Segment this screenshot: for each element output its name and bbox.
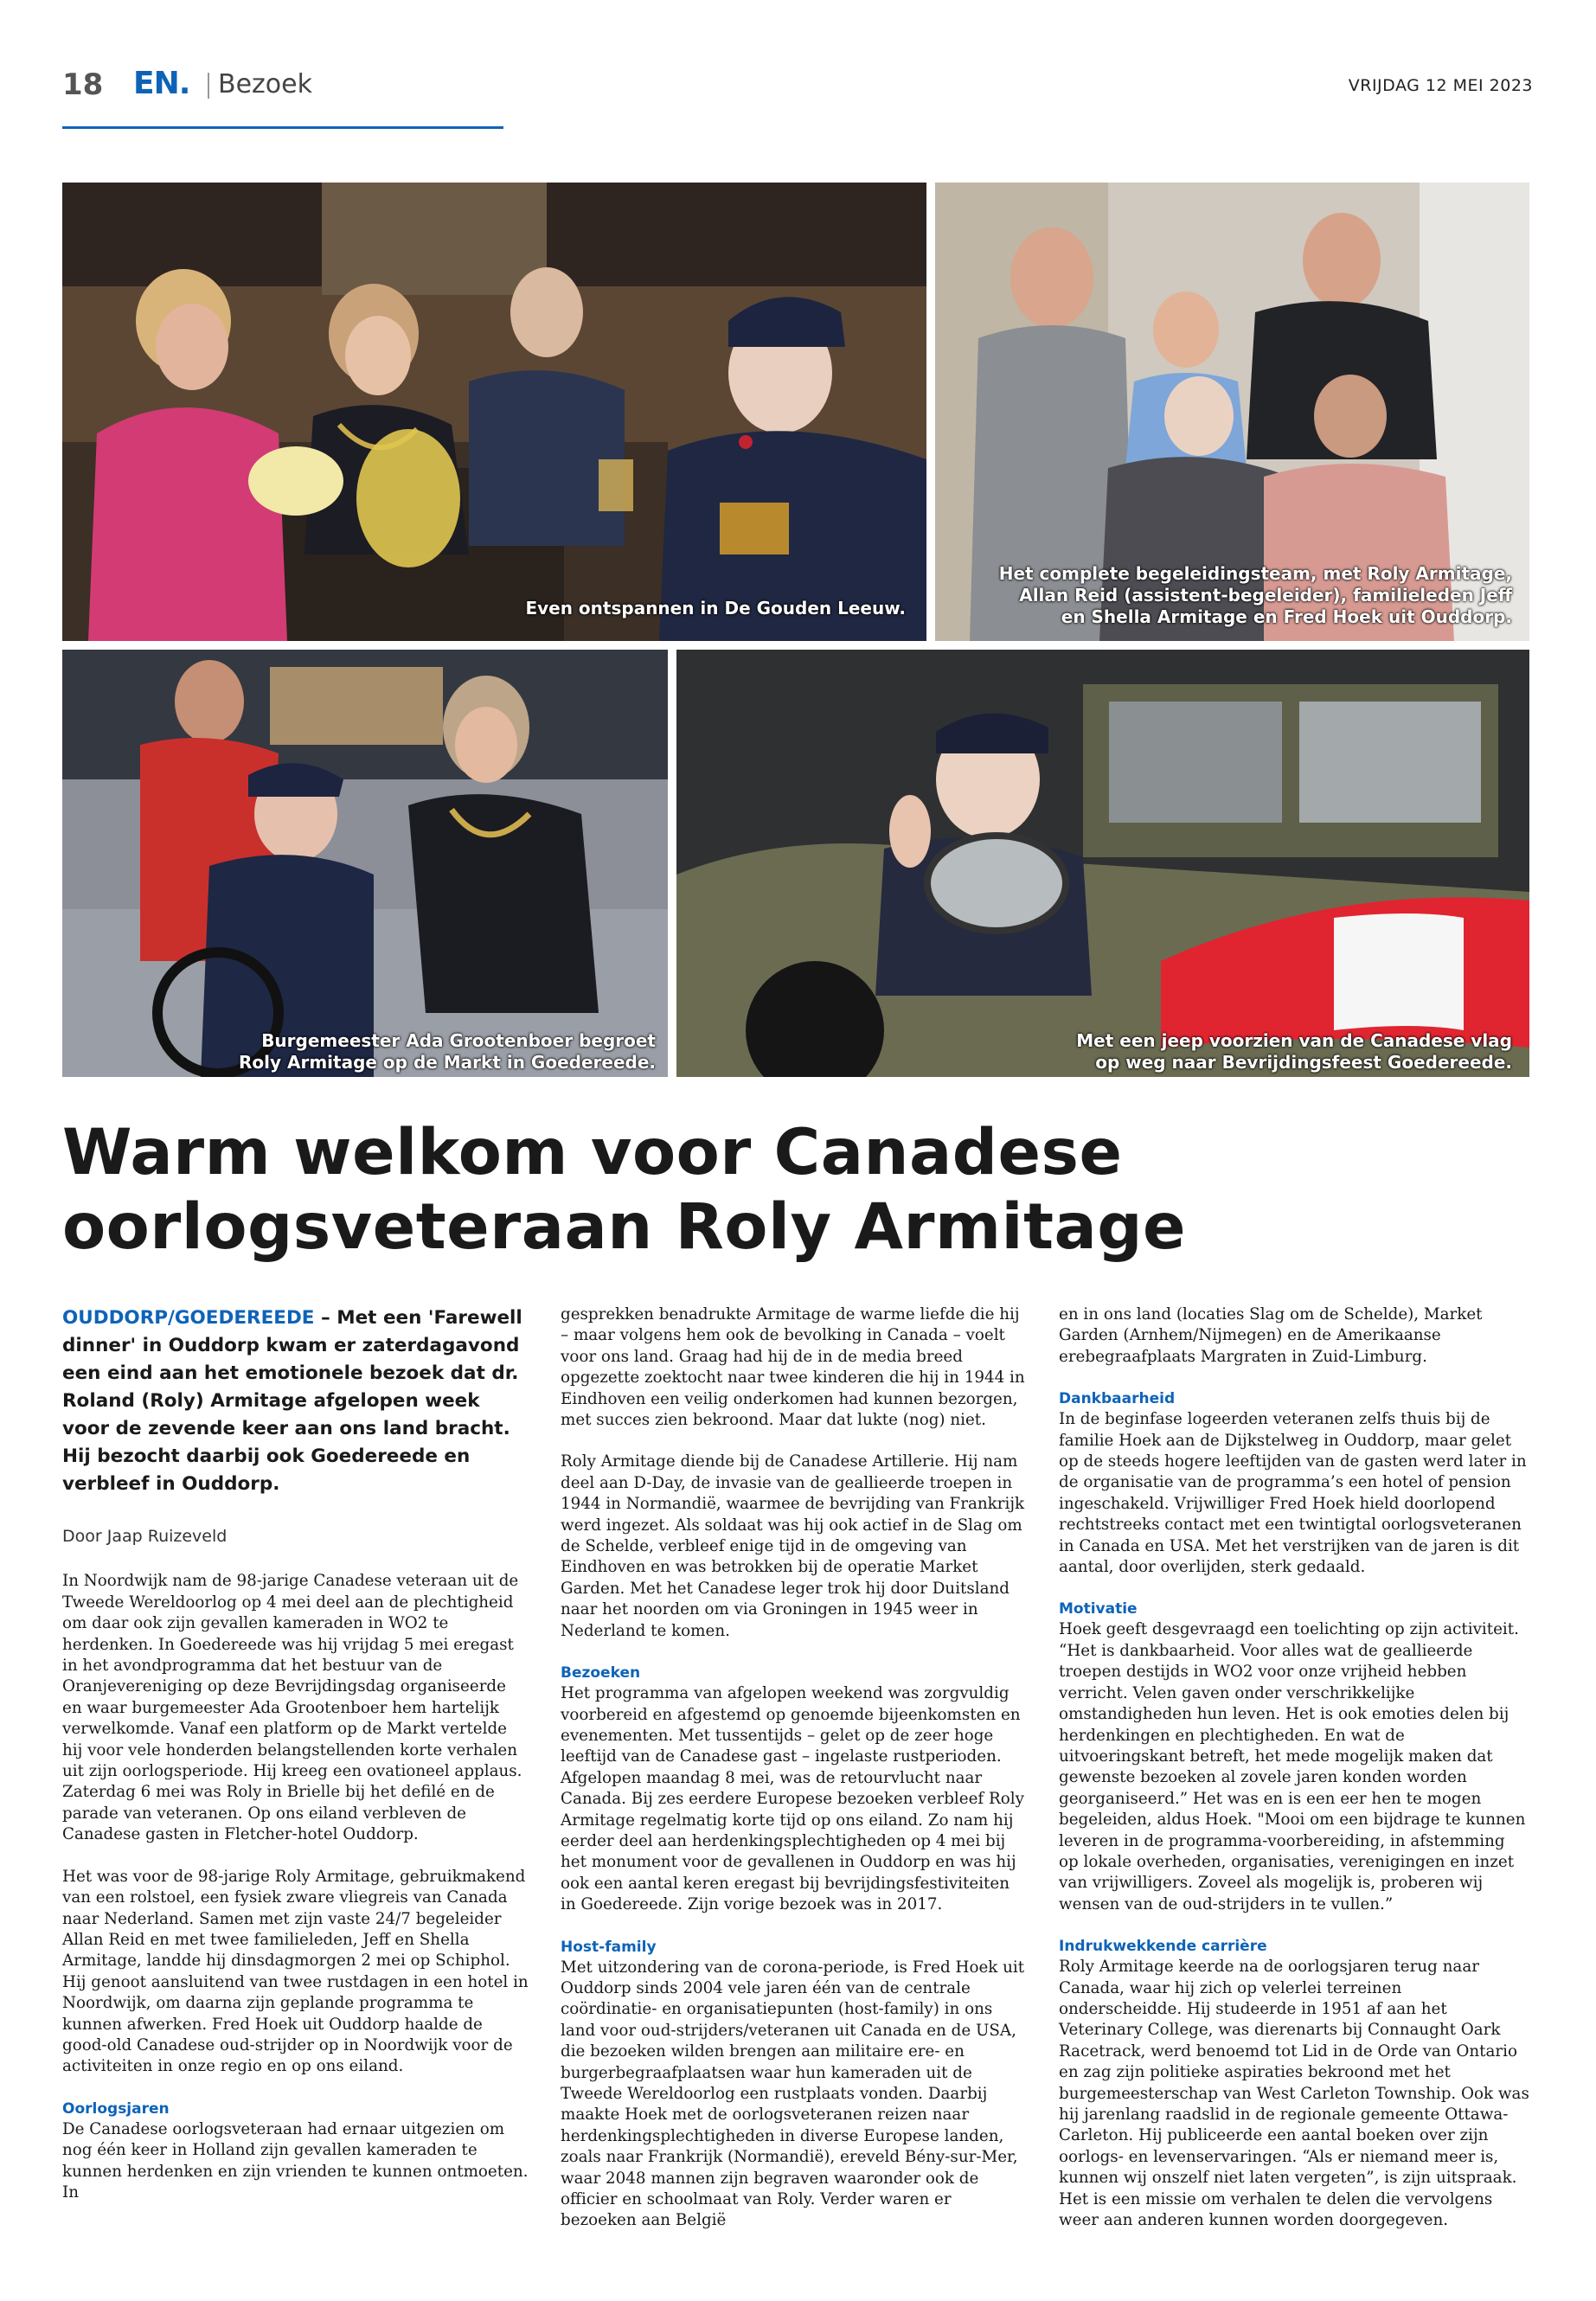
paragraph: Roly Armitage diende bij de Canadese Artillerie. Hij nam deel aan D-Day, de invasie van de geallieerde troepen in 1944 in Normandië, waarmee de bevrijding van Frankrijk werd ingezet. Als soldaat was hij ook actief in de Slag om de Schelde, verbleef enige tijd in de omgeving van Eindhoven en was betrokken bij de operatie Market Garden. Met het Canadese leger trok hij door Duitsland naar het noorden om via Groningen in 1945 weer in Nederland te komen.	[561, 1452, 1025, 1640]
photo-cafe	[62, 183, 926, 641]
photo-caption: Het complete begeleidingsteam, met Roly Armitage, Allan Reid (assistent-begeleider), familieleden Jeff en Shella Armitage en Fred Hoek uit Ouddorp.	[998, 563, 1512, 627]
headline-line-2: oorlogsveteraan Roly Armitage	[62, 1190, 1186, 1264]
photo-mayor-greeting	[62, 650, 668, 1077]
article-column-2	[561, 1304, 1028, 2232]
photo-mayor-greeting-image	[62, 650, 668, 1077]
paragraph: In Noordwijk nam de 98-jarige Canadese veteraan uit de Tweede Wereldoorlog op 4 mei deel aan de plechtigheid om daar ook zijn gevallen kameraden in WO2 te herdenken. In Goedereede was hij vrijdag 5 mei eregast in het avondprogramma dat het bestuur van de Oranjevereniging op deze Bevrijdingsdag organiseerde en waar burgemeester Ada Grootenboer hem hartelijk verwelkomde. Vanaf een platform op de Markt vertelde hij voor vele honderden belangstellenden korte verhalen uit zijn oorlogsperiode. Hij kreeg een ovationeel applaus. Zaterdag 6 mei was Roly in Brielle bij het defilé en de parade van veteranen. Op ons eiland verbleven de Canadese gasten in Fletcher-hotel Ouddorp.	[62, 1572, 522, 1844]
intro-text: – Met een 'Farewell dinner' in Ouddorp kwam er zaterdagavond een eind aan het emotionele bezoek dat dr. Roland (Roly) Armitage afgelopen week voor de zevende keer aan ons land bracht. Hij bezocht daarbij ook Goedereede en verbleef in Ouddorp.	[62, 1307, 522, 1495]
photo-jeep	[676, 650, 1529, 1077]
header-rule	[62, 126, 503, 129]
en-logo: EN.	[133, 66, 190, 101]
paragraph: Met uitzondering van de corona-periode, is Fred Hoek uit Ouddorp sinds 2004 vele jaren één van de centrale coördinatie- en organisatiepunten (host-family) in ons land voor oud-strijders/veteranen uit Canada en de USA, die bezoeken wilden brengen aan militaire ere- en burgerbegraafplaatsen waar hun kameraden uit de Tweede Wereldoorlog een rustplaats vonden. Daarbij maakte Hoek met de oorlogsveteranen reizen naar herdenkingsplechtigheden in diverse Europese landen, zoals naar Frankrijk (Normandië), ereveld Bény-sur-Mer, waar 2048 mannen zijn begraven waaronder ook de officier en schoolmaat van Roly. Verder waren er bezoeken aan België	[561, 1958, 1025, 2230]
article-intro	[62, 1304, 529, 1498]
dateline: OUDDORP/GOEDEREEDE	[62, 1307, 315, 1329]
section-name: Bezoek	[218, 69, 312, 99]
paragraph: Hoek geeft desgevraagd een toelichting op zijn activiteit. “Het is dankbaarheid. Voor alles wat de geallieerde troepen destijds in WO2 voor onze vrijheid hebben verricht. Velen gaven onder verschrikkelijke omstandigheden hun leven. Het is ook emoties delen bij herdenkingen en plechtigheden. En wat de uitvoeringskant betreft, het mede mogelijk maken dat gewenste bezoeken al zovele jaren konden worden georganiseerd.” Het was en is een eer hen te mogen begeleiden, aldus Hoek. "Mooi om een bijdrage te kunnen leveren in de programma-voorbereiding, in afstemming op lokale overheden, organisaties, verenigingen en inzet van vrijwilligers. Zoveel als mogelijk is, proberen wij wensen van de oud-strijders in te vullen.”	[1059, 1620, 1526, 1913]
subheading-motivatie: Motivatie	[1059, 1600, 1138, 1618]
article-column-1	[62, 1304, 529, 2203]
paragraph: In de beginfase logeerden veteranen zelfs thuis bij de familie Hoek aan de Dijkstelweg in Ouddorp, maar gelet op de steeds hogere leeftijden van de gasten werd later in de organisatie van de programma’s een hotel of pension ingeschakeld. Vrijwilliger Fred Hoek hield doorlopend rechtstreeks contact met een twintigtal oorlogsveteranen in Canada en USA. Met het verstrijken van de jaren is dit aantal, door overlijden, sterk gedaald.	[1059, 1410, 1527, 1577]
subheading-host-family: Host-family	[561, 1938, 657, 1956]
headline-line-1: Warm welkom voor Canadese	[62, 1116, 1123, 1189]
article-headline	[62, 1116, 1273, 1265]
page-header	[62, 67, 1533, 109]
section-divider	[208, 73, 209, 99]
byline: Door Jaap Ruizeveld	[62, 1527, 228, 1546]
subheading-dankbaarheid: Dankbaarheid	[1059, 1390, 1176, 1408]
photo-jeep-image	[676, 650, 1529, 1077]
photo-caption: Even ontspannen in De Gouden Leeuw.	[525, 598, 906, 619]
paragraph: Het was voor de 98-jarige Roly Armitage, gebruikmakend van een rolstoel, een fysiek zware vliegreis van Canada naar Nederland. Samen met zijn vaste 24/7 begeleider Allan Reid en met twee familieleden, Jeff en Shella Armitage, landde hij dinsdagmorgen 2 mei op Schiphol. Hij genoot aansluitend van twee rustdagen in een hotel in Noordwijk, om daarna zijn geplande programma te kunnen afwerken. Fred Hoek uit Ouddorp haalde de good-old Canadese oud-strijder op in Noordwijk voor de activiteiten in onze regio en op ons eiland.	[62, 1867, 529, 2076]
paragraph: gesprekken benadrukte Armitage de warme liefde die hij – maar volgens hem ook de bevolking in Canada – voelt voor ons land. Graag had hij de in de media breed opgezette zoektocht naar twee kinderen die hij in 1944 in Eindhoven een veilig onderkomen had kunnen bezorgen, met succes zien bekroond. Maar dat lukte (nog) niet.	[561, 1305, 1025, 1430]
paragraph: Het programma van afgelopen weekend was zorgvuldig voorbereid en afgestemd op genoemde bijeenkomsten en evenementen. Met tussentijds – gelet op de zeer hoge leeftijd van de Canadese gast – ingelaste rustperioden. Afgelopen maandag 8 mei, was de retourvlucht naar Canada. Bij zes eerdere Europese bezoeken verbleef Roly Armitage regelmatig korte tijd op ons eiland. Zo nam hij eerder deel aan herdenkingsplechtigheden op 4 mei bij het monument voor de gevallenen in Ouddorp en was hij ook een aantal keren eregast bij bevrijdingsfestiviteiten in Goedereede. Zijn vorige bezoek was in 2017.	[561, 1684, 1024, 1914]
page-number: 18	[62, 67, 104, 102]
article-column-3	[1059, 1304, 1529, 2231]
issue-date: VRIJDAG 12 MEI 2023	[1348, 76, 1533, 95]
photo-cafe-image	[62, 183, 926, 641]
subheading-indrukwekkende-carriere: Indrukwekkende carrière	[1059, 1938, 1267, 1956]
paragraph: en in ons land (locaties Slag om de Schelde), Market Garden (Arnhem/Nijmegen) en de Amerikaanse erebegraafplaats Margraten in Zuid-Limburg.	[1059, 1305, 1483, 1366]
paragraph: Roly Armitage keerde na de oorlogsjaren terug naar Canada, waar hij zich op velerlei terreinen onderscheidde. Hij studeerde in 1951 af aan het Veterinary College, was dierenarts bij Connaught Oark Racetrack, werd benoemd tot Lid in de Orde van Ontario en zag zijn politieke aspiraties bekroond met het burgemeesterschap van West Carleton Township. Ook was hij jarenlang raadslid in de regionale gemeente Ottawa-Carleton. Hij publiceerde een aantal boeken over zijn oorlogs- en levenservaringen. “Als er niemand meer is, kunnen wij onszelf niet laten vergeten”, is zijn uitspraak. Het is een missie om verhalen te delen die vervolgens weer aan anderen kunnen worden doorgegeven.	[1059, 1958, 1529, 2230]
photo-caption: Met een jeep voorzien van de Canadese vlag op weg naar Bevrijdingsfeest Goedereede.	[1076, 1030, 1512, 1073]
subheading-bezoeken: Bezoeken	[561, 1664, 641, 1682]
photo-caption: Burgemeester Ada Grootenboer begroet Roly Armitage op de Markt in Goedereede.	[238, 1030, 656, 1073]
photo-escort-team	[935, 183, 1529, 641]
subheading-oorlogsjaren: Oorlogsjaren	[62, 2099, 170, 2118]
paragraph: De Canadese oorlogsveteraan had ernaar uitgezien om nog één keer in Holland zijn gevallen kameraden te kunnen herdenken en zijn vrienden te kunnen ontmoeten. In	[62, 2119, 529, 2202]
